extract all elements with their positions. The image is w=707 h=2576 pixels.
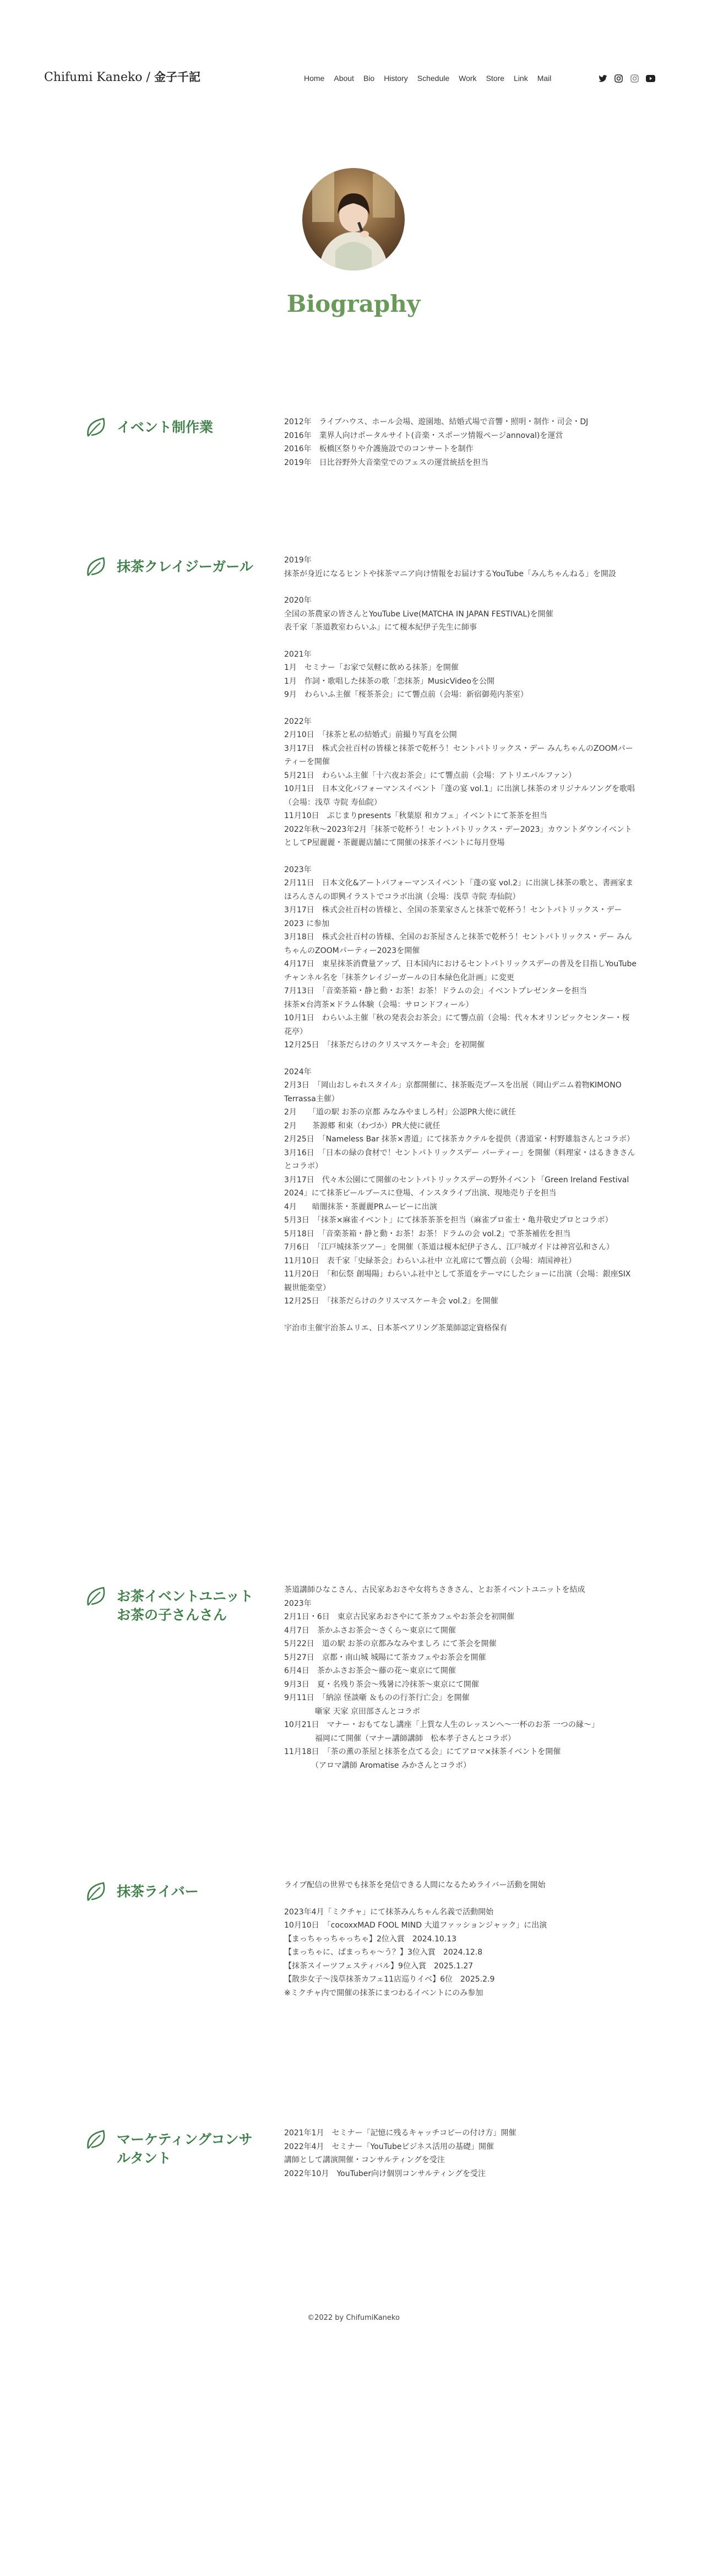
bio-line: 11月18日 「茶の薫の茶屋と抹茶を点てる会」にてアロマ×抹茶イベントを開催	[284, 1747, 561, 1756]
section-body	[284, 1879, 637, 2000]
bio-line: 講師として講演開催・コンサルティングを受注	[284, 2156, 445, 2164]
nav-store[interactable]: Store	[486, 74, 505, 83]
section-body	[284, 415, 637, 469]
section-title: 抹茶ライバー	[117, 1884, 199, 1899]
copyright-text: ©2022 by ChifumiKaneko	[307, 2314, 400, 2322]
section-heading	[83, 1583, 253, 1625]
site-logo[interactable]	[44, 68, 200, 85]
bio-line: 噺家 天家 京田部さんとコラボ	[284, 1707, 420, 1716]
section-title: マーケティングコンサ ルタント	[117, 2131, 253, 2166]
nav-schedule[interactable]: Schedule	[417, 74, 450, 83]
bio-line: 7月13日 「音楽茶箱・静と動・お茶！お茶！ドラムの会」イベントプレゼンターを担当	[284, 987, 588, 995]
bio-line: 【まっちゃに、ぱまっちゃ〜う？】3位入賞 2024.12.8	[284, 1948, 483, 1957]
bio-line: 5月3日 「抹茶×麻雀イベント」にて抹茶茶茶を担当（麻雀プロ雀士・亀井敬史プロとコラボ）	[284, 1216, 613, 1225]
section-title: 抹茶クレイジーガール	[117, 559, 253, 575]
section-title: お茶イベントユニット お茶の子さんさん	[117, 1588, 254, 1623]
bio-line: 12月25日 「抹茶だらけのクリスマスケーキ会 vol.2」を開催	[284, 1297, 498, 1306]
bio-line: 全国の茶農家の皆さんとYouTube Live(MATCHA IN JAPAN FESTIVAL)を開催	[284, 609, 553, 619]
bio-line: 5月22日 道の駅 お茶の京都みなみやましろ にて茶会を開催	[284, 1639, 497, 1648]
nav-about[interactable]: About	[334, 74, 354, 83]
page-title: Biography	[286, 290, 421, 317]
nav-mail[interactable]: Mail	[537, 74, 552, 83]
line-spacer	[284, 635, 637, 648]
bio-line: 【散歩女子〜浅草抹茶カフェ11店巡りイベ】6位 2025.2.9	[284, 1975, 495, 1984]
social-links	[598, 74, 655, 83]
bio-line: 【まっちゃっちゃっちゃ】2位入賞 2024.10.13	[284, 1934, 457, 1944]
bio-line: 2019年	[284, 556, 312, 565]
bio-line: 3月17日 株式会社百村の皆様と、全国の茶業家さんと抹茶で乾杯う！セントパトリックス・デー2023 に参加	[284, 906, 622, 928]
section-body	[284, 2126, 637, 2180]
bio-line: 2月3日 「岡山おしゃれスタイル」京都開催に、抹茶販売ブースを出展（岡山デニム着物KIMONO Terrassa主催）	[284, 1081, 622, 1103]
bio-line: 表千家「茶道教室わらいふ」にて榎本紀伊子先生に師事	[284, 623, 477, 632]
bio-line: 5月27日 京都・南山城 城陽にて茶カフェやお茶会を開催	[284, 1653, 486, 1662]
bio-line: 3月16日 「日本の緑の食材で！セントパトリックスデー パーティー」を開催（料理家・はるききさんとコラボ）	[284, 1148, 635, 1171]
bio-line: 4月17日 東星抹茶消費量アップ、日本国内におけるセントパトリックスデーの普及を目指しYouTubeチャンネル名を「抹茶クレイジーガールの日本緑色化計画」に変更	[284, 960, 637, 982]
section-heading	[83, 554, 253, 580]
bio-line: 2022年10月 YouTuber向け個別コンサルティングを受注	[284, 2169, 486, 2178]
nav-link[interactable]: Link	[514, 74, 528, 83]
line-spacer	[284, 702, 637, 715]
logo-name-ja: 金子千記	[154, 71, 200, 84]
bio-line: 2020年	[284, 596, 312, 605]
bio-line: 2023年	[284, 1599, 312, 1608]
logo-name-en: Chifumi Kaneko /	[44, 71, 154, 84]
bio-line: 1月 作詞・歌唱した抹茶の歌「恋抹茶」MusicVideoを公開	[284, 677, 494, 686]
bio-line: 5月18日 「音楽茶箱・静と動・お茶！お茶！ドラムの会 vol.2」で茶茶補佐を担当	[284, 1229, 571, 1238]
bio-line: 3月18日 株式会社百村の皆様、全国のお茶屋さんと抹茶で乾杯う！セントパトリックス・デー みんちゃんのZOOMパーティー2023を開催	[284, 933, 632, 955]
bio-line: ※ミクチャ内で開催の抹茶にまつわるイベントにのみ参加	[284, 1988, 483, 1998]
nav-home[interactable]: Home	[304, 74, 325, 83]
bio-line: 11月20日 「和伝祭 創場陽」わらいふ社中として茶道をテーマにしたショーに出演（会場：銀座SIX 観世能楽堂）	[284, 1270, 631, 1292]
bio-line: 2月11日 日本文化&アートパフォーマンスイベント「蓬の宴 vol.2」に出演し抹茶の歌と、書画家まほろんさんの即興イラストでコラボ出演（会場：浅草 寺院 寿仙院）	[284, 879, 634, 901]
bio-line: 11月10日 表千家「史緑茶会」わらいふ社中 立礼席にて響点前（会場：靖国神社）	[284, 1256, 577, 1265]
leaf-icon	[83, 2126, 109, 2153]
section-body	[284, 1583, 637, 1772]
youtube-icon[interactable]	[646, 74, 655, 83]
bio-line: 9月11日 「納涼 怪談噺 ＆ものの行茶行亡会」を開催	[284, 1693, 470, 1702]
leaf-icon	[83, 414, 109, 441]
bio-line: 2024年	[284, 1067, 312, 1076]
line-spacer	[284, 1052, 637, 1065]
leaf-icon	[83, 1879, 109, 1905]
nav-bio[interactable]: Bio	[363, 74, 375, 83]
bio-line: 10月1日 日本文化パフォーマンスイベント「蓬の宴 vol.1」に出演し抹茶のオリジナルソングを歌唱（会場：浅草 寺院 寿仙院）	[284, 784, 635, 807]
section-heading	[83, 2126, 253, 2168]
section-heading	[83, 1879, 199, 1905]
bio-line: 6月4日 茶かふさお茶会〜藤の花〜東京にて開催	[284, 1666, 456, 1675]
nav-history[interactable]: History	[384, 74, 408, 83]
bio-line: 【抹茶スイーツフェスティバル】9位入賞 2025.1.27	[284, 1961, 474, 1971]
hero	[0, 168, 707, 317]
line-spacer	[284, 1308, 637, 1322]
bio-line: 抹茶×台湾茶×ドラム体験（会場：サロンドフィール）	[284, 1000, 474, 1009]
bio-line: 7月6日 「江戸城抹茶ツアー」を開催（茶道は榎本紀伊子さん、江戸城ガイドは神宮弘和さん）	[284, 1243, 614, 1252]
bio-line: 2月25日 「Nameless Bar 抹茶×書道」にて抹茶カクテルを提供（書道家・村野雄翁さんとコラボ）	[284, 1135, 634, 1144]
bio-line: 3月17日 株式会社百村の皆様と抹茶で乾杯う！セントパトリックス・デー みんちゃんのZOOMパーティーを開催	[284, 744, 633, 766]
leaf-icon	[83, 1583, 109, 1610]
bio-line: 4月7日 茶かふさお茶会〜さくら〜東京にて開催	[284, 1626, 456, 1635]
bio-line: 1月 セミナー「お家で気軽に飲める抹茶」を開催	[284, 663, 459, 672]
bio-line: 2月 茶源郷 和束（わづか）PR大使に就任	[284, 1121, 440, 1130]
bio-line: 茶道講師ひなこさん、古民家あおさや女将ちさきさん、とお茶イベントユニットを結成	[284, 1585, 585, 1594]
bio-line: 12月25日 「抹茶だらけのクリスマスケーキ会」を初開催	[284, 1041, 485, 1049]
bio-line: 5月21日 わらいふ主催「十六夜お茶会」にて響点前（会場：アトリエパルファン）	[284, 771, 577, 780]
bio-line: 2016年 板橋区祭りや介護施設でのコンサートを制作	[284, 445, 474, 453]
leaf-icon	[83, 554, 109, 580]
site-footer	[0, 2314, 707, 2322]
bio-line: 10月21日 マナー・おもてなし講座「上質な人生のレッスンへ〜一杯のお茶 一つの縁〜」	[284, 1720, 599, 1729]
bio-line: 10月1日 わらいふ主催「秋の発表会お茶会」にて響点前（会場：代々木オリンピックセンター・桜花亭）	[284, 1014, 630, 1036]
instagram-alt-icon[interactable]	[630, 74, 639, 83]
bio-line: 2022年	[284, 717, 312, 726]
bio-line: 2012年 ライブハウス、ホール会場、遊園地、結婚式場で音響・照明・制作・司会・DJ	[284, 418, 589, 426]
bio-line: 9月3日 夏・名残り茶会〜残暑に冷抹茶〜東京にて開催	[284, 1680, 479, 1689]
bio-line: 10月10日 「cocoxxMAD FOOL MIND 大道ファッションジャック」に出演	[284, 1921, 547, 1930]
bio-line: 2023年	[284, 865, 312, 874]
twitter-icon[interactable]	[598, 74, 607, 83]
bio-line: 11月10日 ぷじまりpresents「秋葉原 和カフェ」イベントにて茶茶を担当	[284, 811, 547, 820]
bio-line: 3月17日 代々木公園にて開催のセントパトリックスデーの野外イベント「Green Ireland Festival 2024」にて抹茶ビールブースに登場、インスタライブ出演、現地売り子を担当	[284, 1175, 629, 1198]
bio-line: 2021年	[284, 650, 312, 659]
bio-line: 2016年 業界人向けポータルサイト(音楽・スポーツ情報ページannoval)を運営	[284, 431, 563, 440]
bio-line: 2022年秋〜2023年2月「抹茶で乾杯う！セントパトリックス・デー2023」カウントダウンイベントとしてP屋麗麗・茶麗麗店舗にて開催の抹茶イベントに毎月登場	[284, 825, 632, 847]
bio-line: （アロマ講師 Aromatise みかさんとコラボ）	[284, 1761, 471, 1770]
line-spacer	[284, 581, 637, 594]
bio-line: 福岡にて開催（マナー講師講師 松本孝子さんとコラボ）	[284, 1734, 515, 1743]
bio-line: 2月1日・6日 東京古民家あおさやにて茶カフェやお茶会を初開催	[284, 1612, 515, 1621]
section-title: イベント制作業	[117, 419, 214, 435]
line-spacer	[284, 850, 637, 863]
main-nav	[304, 74, 551, 83]
bio-line: 2022年4月 セミナー「YouTubeビジネス活用の基礎」開催	[284, 2142, 494, 2151]
bio-line: ライブ配信の世界でも抹茶を発信できる人間になるためライバー活動を開始	[284, 1881, 546, 1890]
bio-line: 4月 暗闇抹茶・茶麗麗PRムービーに出演	[284, 1202, 437, 1211]
bio-line: 宇治市主催宇治茶ムリエ、日本茶ペアリング茶葉師認定資格保有	[284, 1323, 508, 1333]
nav-work[interactable]: Work	[459, 74, 477, 83]
section-body	[284, 554, 637, 1335]
profile-photo	[302, 168, 405, 270]
line-spacer	[284, 1892, 637, 1906]
bio-line: 2月10日 「抹茶と私の結婚式」前撮り写真を公開	[284, 730, 457, 739]
bio-line: 2月 「道の駅 お茶の京都 みなみやましろ村」公認PR大使に就任	[284, 1108, 516, 1117]
bio-line: 抹茶が身近になるヒントや抹茶マニア向け情報をお届けするYouTube「みんちゃんねる」を開設	[284, 569, 616, 578]
bio-line: 2023年4月「ミクチャ」にて抹茶みんちゃん名義で活動開始	[284, 1907, 494, 1917]
section-heading	[83, 414, 213, 441]
bio-line: 2021年1月 セミナー「記憶に残るキャッチコピーの付け方」開催	[284, 2129, 516, 2137]
bio-line: 9月 わらいふ主催「桜茶茶会」にて響点前（会場：新宿御苑内茶室）	[284, 690, 528, 699]
instagram-icon[interactable]	[614, 74, 623, 83]
bio-line: 2019年 日比谷野外大音楽堂でのフェスの運営統括を担当	[284, 458, 488, 467]
site-header	[0, 0, 707, 143]
